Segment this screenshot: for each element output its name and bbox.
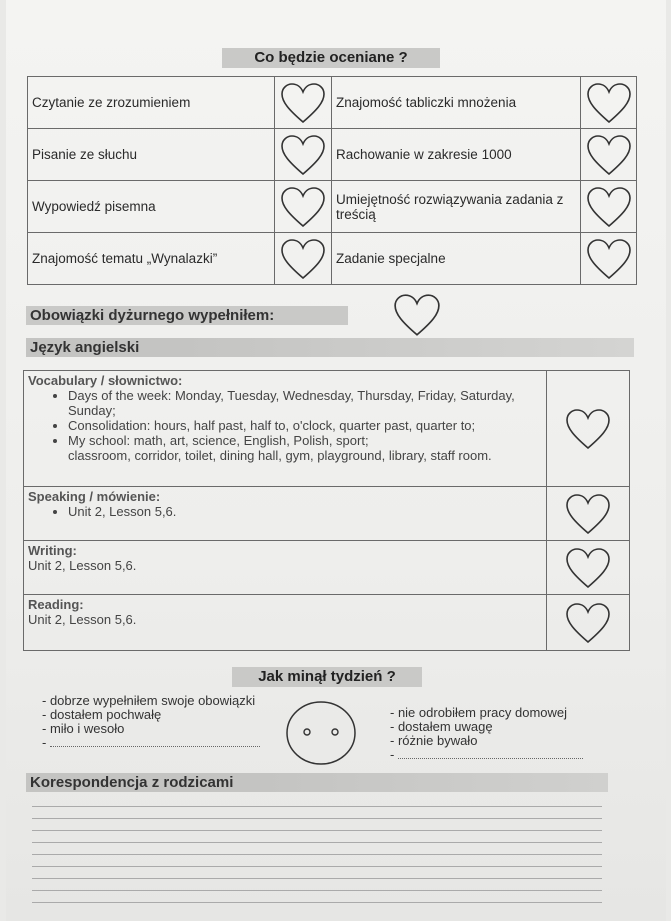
week-title: Jak minął tydzień ? xyxy=(232,667,422,687)
heart-icon[interactable] xyxy=(275,129,332,181)
evaluation-table xyxy=(27,76,637,285)
heart-icon[interactable] xyxy=(275,233,332,285)
writing-line[interactable] xyxy=(32,806,602,807)
evaluation-item: Umiejętność rozwiązywania zadania z treścią xyxy=(332,181,581,233)
list-item: • Unit 2, Lesson 5,6. xyxy=(68,504,542,519)
speaking-label: Speaking / mówienie: xyxy=(28,489,161,504)
heart-icon[interactable] xyxy=(547,371,630,487)
writing-line[interactable] xyxy=(32,818,602,819)
correspondence-title: Korespondencja z rodzicami xyxy=(26,773,608,792)
list-item: • My school: math, art, science, English, Polish, sport; xyxy=(68,433,542,448)
reading-text: Unit 2, Lesson 5,6. xyxy=(28,612,137,627)
fill-line[interactable] xyxy=(50,738,260,747)
heart-icon[interactable] xyxy=(581,233,637,285)
list-item: - nie odrobiłem pracy domowej xyxy=(390,705,568,720)
writing-line[interactable] xyxy=(32,878,602,879)
evaluation-item: Rachowanie w zakresie 1000 xyxy=(332,129,581,181)
list-item: - dostałem uwagę xyxy=(390,719,493,734)
writing-line[interactable] xyxy=(32,830,602,831)
fill-line[interactable] xyxy=(398,750,583,759)
writing-row xyxy=(24,541,630,595)
vocabulary-cell xyxy=(24,371,547,487)
writing-cell xyxy=(24,541,547,595)
week-right-list xyxy=(390,706,583,762)
speaking-list xyxy=(28,504,542,519)
heart-icon[interactable] xyxy=(581,129,637,181)
speaking-cell xyxy=(24,487,547,541)
heart-icon[interactable] xyxy=(275,77,332,129)
heart-icon[interactable] xyxy=(581,181,637,233)
writing-line[interactable] xyxy=(32,866,602,867)
evaluation-item: Zadanie specjalne xyxy=(332,233,581,285)
list-item: - miło i wesoło xyxy=(42,721,125,736)
evaluation-row xyxy=(28,233,637,285)
list-item: • Consolidation: hours, half past, half to, o'clock, quarter past, quarter to; xyxy=(68,418,542,433)
week-left-list xyxy=(42,694,260,750)
face-icon xyxy=(285,700,357,771)
evaluation-row xyxy=(28,77,637,129)
evaluation-item: Pisanie ze słuchu xyxy=(28,129,275,181)
evaluation-item: Znajomość tabliczki mnożenia xyxy=(332,77,581,129)
list-item: - xyxy=(390,748,583,762)
list-item: - dostałem pochwałę xyxy=(42,707,162,722)
duty-label: Obowiązki dyżurnego wypełniłem: xyxy=(26,306,348,325)
vocabulary-label: Vocabulary / słownictwo: xyxy=(28,373,183,388)
list-item: • Days of the week: Monday, Tuesday, Wednesday, Thursday, Friday, Saturday, Sunday; xyxy=(68,388,542,418)
writing-text: Unit 2, Lesson 5,6. xyxy=(28,558,137,573)
list-item: - dobrze wypełniłem swoje obowiązki xyxy=(42,693,256,708)
reading-label: Reading: xyxy=(28,597,84,612)
evaluation-row xyxy=(28,181,637,233)
evaluation-item: Wypowiedź pisemna xyxy=(28,181,275,233)
writing-line[interactable] xyxy=(32,890,602,891)
vocabulary-continuation: classroom, corridor, toilet, dining hall, gym, playground, library, staff room. xyxy=(68,448,492,463)
evaluation-item: Znajomość tematu „Wynalazki” xyxy=(28,233,275,285)
writing-line[interactable] xyxy=(32,842,602,843)
speaking-row xyxy=(24,487,630,541)
english-title: Język angielski xyxy=(26,338,634,357)
heart-icon[interactable] xyxy=(275,181,332,233)
heart-icon[interactable] xyxy=(547,541,630,595)
writing-line[interactable] xyxy=(32,902,602,903)
writing-label: Writing: xyxy=(28,543,77,558)
vocabulary-row xyxy=(24,371,630,487)
evaluation-item: Czytanie ze zrozumieniem xyxy=(28,77,275,129)
writing-line[interactable] xyxy=(32,854,602,855)
heart-icon[interactable] xyxy=(547,595,630,651)
vocabulary-list xyxy=(28,388,542,448)
english-table xyxy=(23,370,630,651)
heart-icon[interactable] xyxy=(547,487,630,541)
evaluation-row xyxy=(28,129,637,181)
list-item: - xyxy=(42,736,260,750)
reading-cell xyxy=(24,595,547,651)
list-item: - różnie bywało xyxy=(390,733,478,748)
reading-row xyxy=(24,595,630,651)
evaluation-title: Co będzie oceniane ? xyxy=(222,48,440,68)
heart-icon[interactable] xyxy=(581,77,637,129)
duty-heart-icon[interactable] xyxy=(392,292,442,343)
